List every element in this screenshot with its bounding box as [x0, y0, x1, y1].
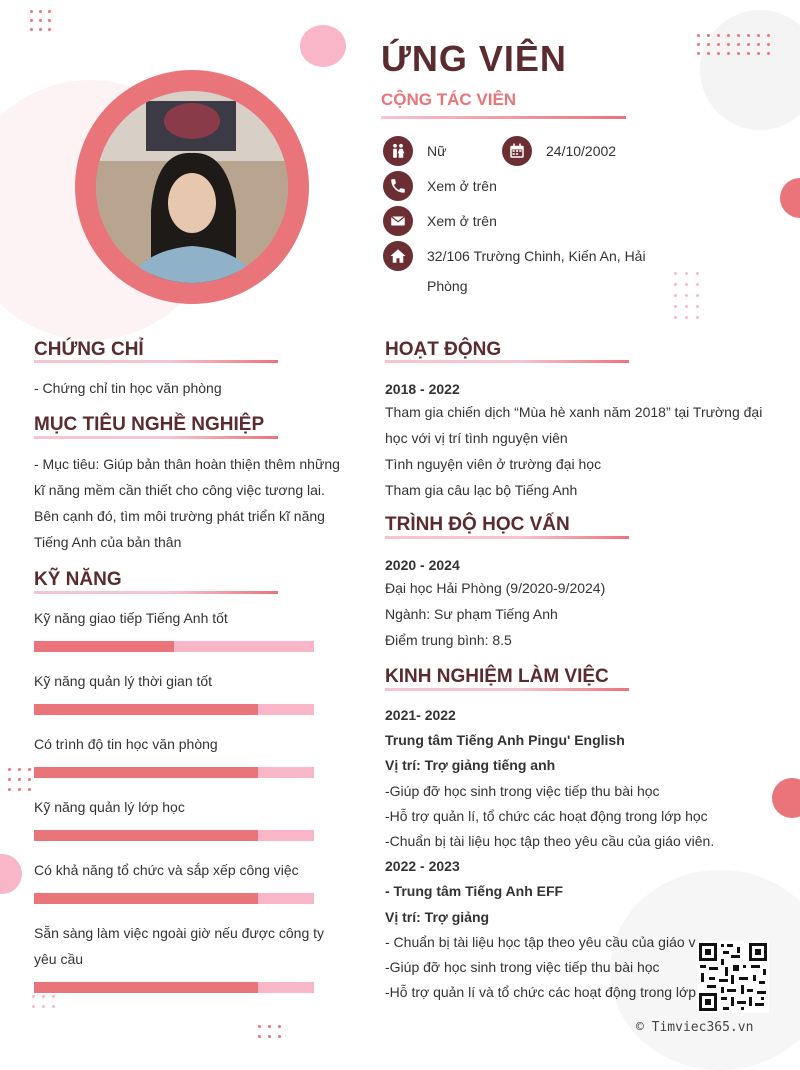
skill-label: Có trình độ tin học văn phòng	[34, 736, 218, 752]
education-list	[385, 575, 605, 653]
skill-bar-fill	[34, 893, 258, 904]
education-line: Đại học Hải Phòng (9/2020-9/2024)	[385, 580, 606, 596]
decor-dots-bottom	[258, 1025, 281, 1038]
avatar	[96, 91, 288, 283]
decor-blob-grey-right	[700, 10, 800, 130]
education-title: TRÌNH ĐỘ HỌC VẤN	[385, 514, 570, 535]
skill-label: Sẵn sàng làm việc ngoài giờ nếu được công ty yêu cầu	[34, 925, 325, 967]
decor-dots-left-bottom	[32, 995, 55, 1008]
skill-label: Kỹ năng quản lý thời gian tốt	[34, 673, 213, 689]
education-line: Điểm trung bình: 8.5	[385, 632, 512, 648]
activities-title: HOẠT ĐỘNG	[385, 339, 502, 360]
job-company: Trung tâm Tiếng Anh Pingu' English	[385, 732, 625, 749]
phone-value: Xem ở trên	[427, 178, 497, 194]
email-value: Xem ở trên	[427, 213, 497, 229]
skill-bar-fill	[34, 982, 258, 993]
birthdate-value: 24/10/2002	[546, 143, 617, 159]
gender-value: Nữ	[427, 143, 447, 159]
skills-title: KỸ NĂNG	[34, 569, 122, 590]
skill-label: Kỹ năng quản lý lớp học	[34, 799, 185, 815]
decor-dots-top-left	[30, 10, 51, 31]
address-line-2: Phòng	[427, 278, 468, 294]
job-task: -Giúp đỡ học sinh trong việc tiếp thu bài học	[385, 782, 660, 799]
email-row	[383, 206, 497, 236]
skill-bar-fill	[34, 830, 258, 841]
certificate-item: - Chứng chỉ tin học văn phòng	[34, 380, 222, 396]
job-period: 2021- 2022	[385, 707, 456, 723]
education-line: Ngành: Sư phạm Tiếng Anh	[385, 606, 558, 622]
decor-blob-pink-small	[300, 25, 346, 67]
skill-bar	[34, 704, 314, 715]
candidate-name: ỨNG VIÊN	[381, 38, 567, 79]
experience-divider	[385, 688, 629, 691]
skill-bar	[34, 641, 314, 652]
candidate-role: CỘNG TÁC VIÊN	[381, 90, 517, 109]
email-icon	[383, 206, 413, 236]
decor-dots-mid-right	[674, 272, 699, 319]
activity-line: Tình nguyện viên ở trường đại học	[385, 456, 602, 472]
objective-title: MỤC TIÊU NGHỀ NGHIỆP	[34, 414, 265, 435]
job-company: - Trung tâm Tiếng Anh EFF	[385, 883, 564, 900]
job-position: Vị trí: Trợ giảng	[385, 908, 490, 925]
skills-divider	[34, 591, 278, 594]
avatar-photo	[96, 91, 288, 283]
decor-blob-right-top	[780, 178, 800, 218]
job-task: -Chuẩn bị tài liệu học tập theo yêu cầu của giáo viên.	[385, 833, 715, 850]
skill-bar	[34, 830, 314, 841]
footer-watermark: © Timviec365.vn	[636, 1020, 754, 1035]
qr-code-icon	[697, 941, 769, 1013]
activity-line: học với vị trí tình nguyện viên	[385, 430, 568, 446]
objective-line: Bên cạnh đó, tìm môi trường phát triển kĩ năng	[34, 508, 325, 524]
skill-bar-fill	[34, 704, 258, 715]
certificates-divider	[34, 360, 278, 363]
activity-line: Tham gia câu lạc bộ Tiếng Anh	[385, 482, 578, 498]
home-icon	[383, 241, 413, 271]
address-row	[383, 241, 646, 301]
skill-label: Kỹ năng giao tiếp Tiếng Anh tốt	[34, 610, 228, 626]
activities-period: 2018 - 2022	[385, 381, 460, 397]
skill-label: Có khả năng tổ chức và sắp xếp công việc	[34, 862, 299, 878]
calendar-icon	[502, 136, 532, 166]
activities-divider	[385, 360, 629, 363]
skill-bar-fill	[34, 641, 174, 652]
phone-row	[383, 171, 497, 201]
job-task: -Hỗ trợ quản lí và tổ chức các hoạt động trong lớp	[385, 984, 697, 1001]
skill-bar-fill	[34, 767, 258, 778]
job-task: -Hỗ trợ quản lí, tổ chức các hoạt động trong lớp học	[385, 807, 708, 824]
decor-blob-left-bottom	[0, 854, 22, 894]
skill-bar	[34, 767, 314, 778]
job-position: Vị trí: Trợ giảng tiếng anh	[385, 757, 556, 774]
certificates-title: CHỨNG CHỈ	[34, 339, 144, 360]
decor-dots-left-mid	[8, 768, 31, 791]
gender-icon	[383, 136, 413, 166]
birthdate-row	[502, 136, 616, 166]
education-divider	[385, 536, 629, 539]
activities-list	[385, 399, 795, 503]
decor-dots-top-right	[697, 34, 770, 55]
job-task: - Chuẩn bị tài liệu học tập theo yêu cầu của giáo v	[385, 933, 696, 950]
objective-divider	[34, 436, 278, 439]
activity-line: Tham gia chiến dịch “Mùa hè xanh năm 2018” tại Trường đại	[385, 404, 763, 420]
objective-line: - Mục tiêu: Giúp bản thân hoàn thiện thêm những	[34, 456, 340, 472]
address-line-1: 32/106 Trường Chinh, Kiến An, Hải	[427, 248, 646, 264]
objective-text	[34, 451, 340, 555]
job-period: 2022 - 2023	[385, 858, 460, 875]
role-divider	[381, 116, 626, 119]
phone-icon	[383, 171, 413, 201]
job-task: -Giúp đỡ học sinh trong việc tiếp thu bài học	[385, 959, 660, 976]
objective-line: Tiếng Anh của bản thân	[34, 534, 182, 550]
education-period: 2020 - 2024	[385, 557, 460, 573]
skill-bar	[34, 982, 314, 993]
gender-row	[383, 136, 446, 166]
objective-line: kĩ năng mềm cần thiết cho công việc tương lai.	[34, 482, 325, 498]
skill-bar	[34, 893, 314, 904]
experience-title: KINH NGHIỆM LÀM VIỆC	[385, 666, 609, 687]
